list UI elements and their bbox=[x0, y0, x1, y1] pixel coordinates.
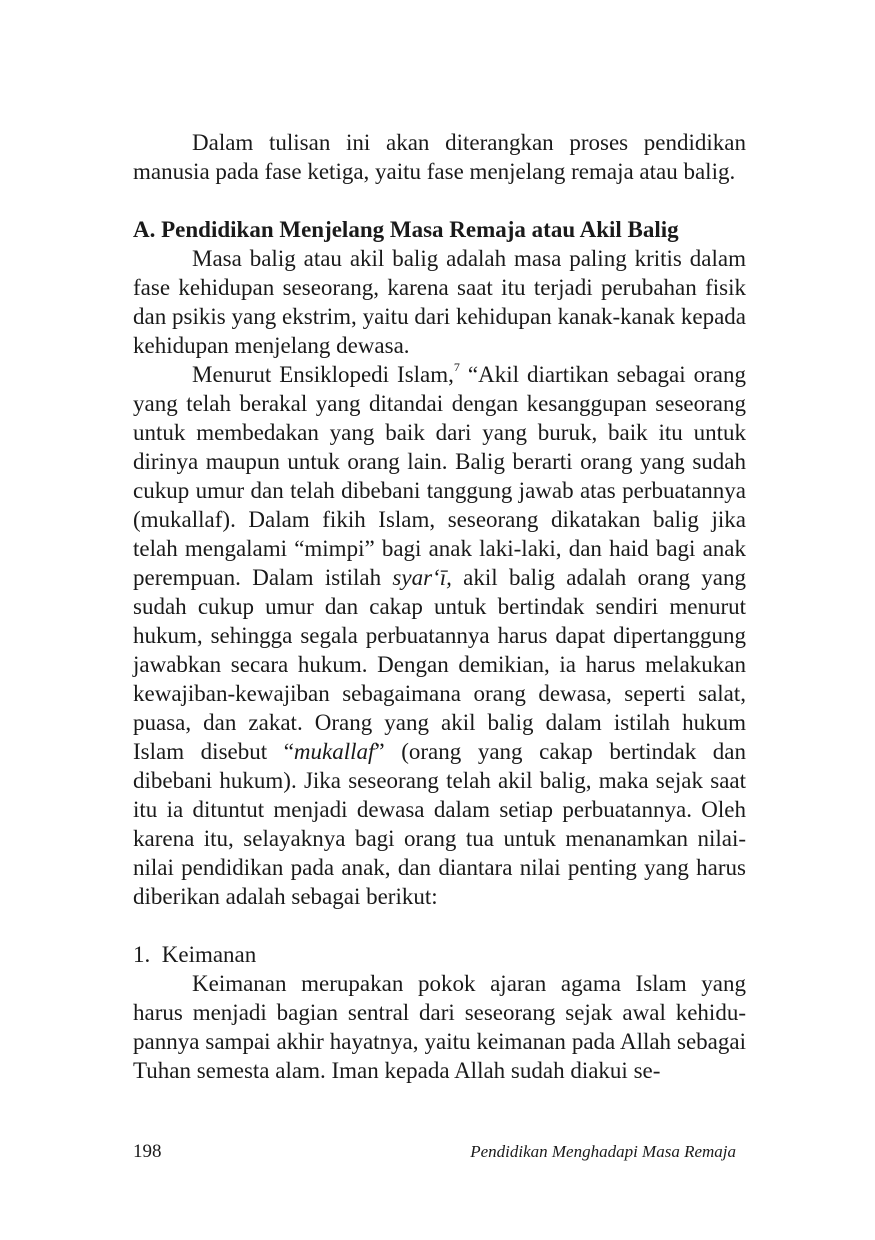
term-mukallaf: mukallaf bbox=[293, 739, 375, 764]
page-number: 198 bbox=[133, 1141, 162, 1162]
paragraph-keimanan: Keimanan merupakan pokok ajaran agama Islam yang harus menjadi bagian sentral dari seseorang sejak awal kehidupannya sampai akhir hayatnya, yaitu keimanan pada Allah sebagai Tuhan semesta alam. Iman kepada Allah sudah diakui se- bbox=[133, 971, 746, 1083]
quote-part-a: “Akil diartikan sebagai orang yang telah berakal yang ditandai dengan kesanggupan seseorang untuk membedakan yang baik dari yang buruk, baik itu untuk dirinya maupun untuk orang lain. Balig berarti orang yang sudah cukup umur dan telah dibebani tanggung jawab atas perbuatannya (mukallaf). Dalam fikih Islam, seseorang dikatakan balig jika telah mengalami “mimpi” bagi anak laki-laki, dan haid bagi anak perempuan. Dalam istilah bbox=[133, 362, 747, 590]
footnote-marker: 7 bbox=[453, 360, 460, 375]
quote-part-b: akil balig adalah orang yang sudah cukup umur dan cakap untuk bertindak sendiri menurut hukum, sehingga segala perbuatannya harus dapat dipertanggung jawabkan secara hukum. Dengan demikian, ia harus melakukan kewajiban-kewajiban sebagaimana orang dewasa, seperti salat, puasa, dan zakat. Orang yang akil balig dalam istilah hukum Islam disebut “ bbox=[133, 565, 747, 764]
list-heading-keimanan: 1. Keimanan bbox=[133, 942, 257, 967]
term-syari: syar‘ī, bbox=[392, 565, 452, 590]
quote-lead: Menurut Ensiklopedi Islam, bbox=[192, 362, 454, 387]
spacer bbox=[133, 911, 746, 940]
body-text bbox=[133, 128, 746, 1085]
spacer bbox=[133, 186, 746, 215]
paragraph-balig-definition: Masa balig atau akil balig adalah masa paling kritis dalam fase kehidupan seseorang, karena saat itu terjadi perubahan fisik dan psikis yang ekstrim, yaitu dari kehidupan kanak-kanak kepada kehidupan menjelang dewasa. bbox=[133, 246, 746, 358]
section-heading: A. Pendidikan Menjelang Masa Remaja atau Akil Balig bbox=[133, 217, 679, 242]
running-title: Pendidikan Menghadapi Masa Remaja bbox=[470, 1142, 736, 1161]
intro-paragraph: Dalam tulisan ini akan diterangkan proses pendidikan manusia pada fase ketiga, yaitu fase menjelang remaja atau balig. bbox=[133, 130, 746, 184]
quote-part-c: ” (orang yang cakap bertindak dan dibebani hukum). Jika seseorang telah akil balig, maka sejak saat itu ia dituntut menjadi dewasa dalam setiap perbuatannya. Oleh karena itu, selayaknya bagi orang tua untuk menanamkan nilai-nilai pendidikan pada anak, dan diantara nilai penting yang harus diberikan adalah sebagai berikut: bbox=[133, 739, 746, 909]
paragraph-ensiklopedi-quote bbox=[133, 360, 746, 911]
